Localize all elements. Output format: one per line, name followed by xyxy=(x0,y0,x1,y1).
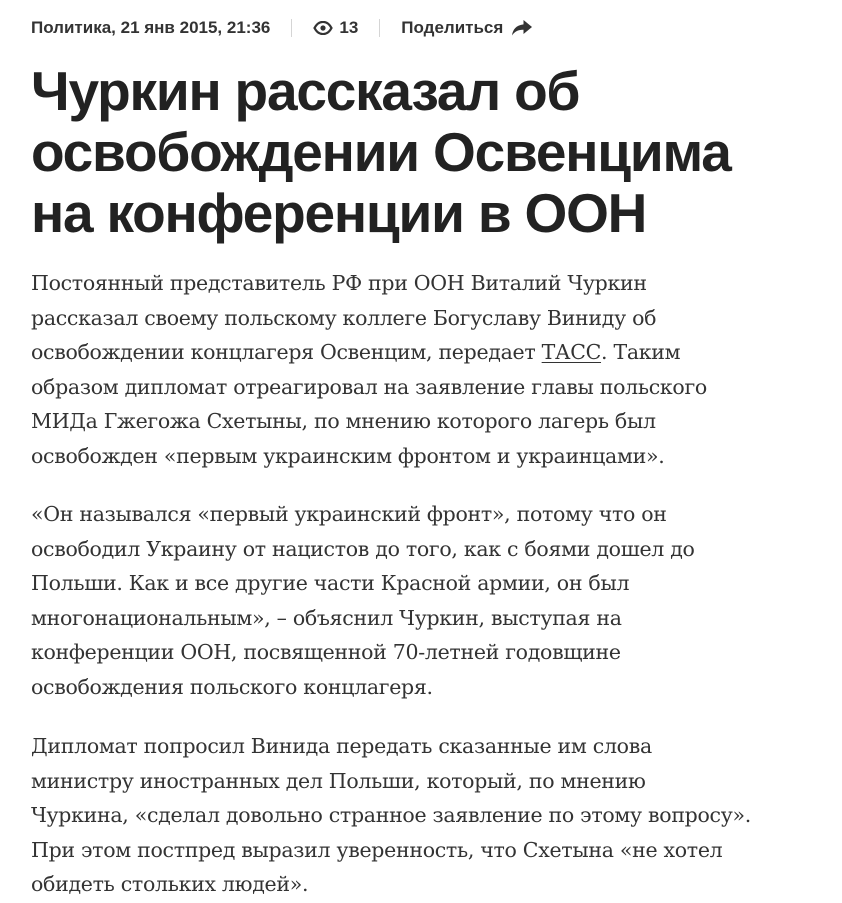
text-line: освобождения польского концлагеря. xyxy=(31,674,433,699)
text-line: освобождении концлагеря Освенцим, передает xyxy=(31,340,542,364)
text-line: При этом постпред выразил уверенность, что Схетына «не хотел xyxy=(31,837,723,862)
tass-source-link[interactable]: ТАСС xyxy=(541,340,602,364)
text-line: освободил Украину от нацистов до того, как с боями дошел до xyxy=(31,536,695,561)
title-line: освобождении Освенцима xyxy=(31,121,731,183)
text-line: Дипломат попросил Винида передать сказанные им слова xyxy=(31,734,652,758)
text-line: обидеть стольких людей». xyxy=(31,872,309,896)
meta-divider xyxy=(291,19,292,37)
text-fragment: . Таким xyxy=(601,340,681,364)
text-line: освобожден «первым украинским фронтом и украинцами». xyxy=(31,443,665,468)
text-line: рассказал своему польскому коллеге Богуславу Виниду об xyxy=(31,305,657,330)
article-title xyxy=(31,61,821,244)
share-arrow-icon xyxy=(511,19,533,37)
text-line: Чуркина, «сделал довольно странное заявление по этому вопросу». xyxy=(31,803,751,827)
title-line: Чуркин рассказал об xyxy=(31,60,580,122)
share-label: Поделиться xyxy=(401,18,504,37)
text-line: образом дипломат отреагировал на заявление главы польского xyxy=(31,374,707,399)
text-line: многонациональным», – объяснил Чуркин, выступая на xyxy=(31,605,622,630)
article-meta xyxy=(31,14,821,42)
title-line: на конференции в ООН xyxy=(31,182,647,244)
text-line: конференции ООН, посвященной 70-летней годовщине xyxy=(31,640,621,664)
article-paragraph-2 xyxy=(31,497,831,704)
eye-icon xyxy=(313,21,333,35)
text-line: Постоянный представитель РФ при ООН Виталий Чуркин xyxy=(31,271,647,295)
article-paragraph-1 xyxy=(31,266,831,473)
rubric-date: Политика, 21 янв 2015, 21:36 xyxy=(31,18,271,37)
share-button[interactable] xyxy=(401,18,533,38)
text-line: МИДа Гжегожа Схетыны, по мнению которого лагерь был xyxy=(31,409,656,433)
text-line: «Он назывался «первый украинский фронт», потому что он xyxy=(31,502,667,526)
text-line: Польши. Как и все другие части Красной армии, он был xyxy=(31,571,630,595)
views-count: 13 xyxy=(339,18,359,37)
article-paragraph-3 xyxy=(31,729,831,902)
views-counter xyxy=(313,18,358,38)
text-line: министру иностранных дел Польши, который, по мнению xyxy=(31,768,646,793)
meta-divider xyxy=(379,19,380,37)
